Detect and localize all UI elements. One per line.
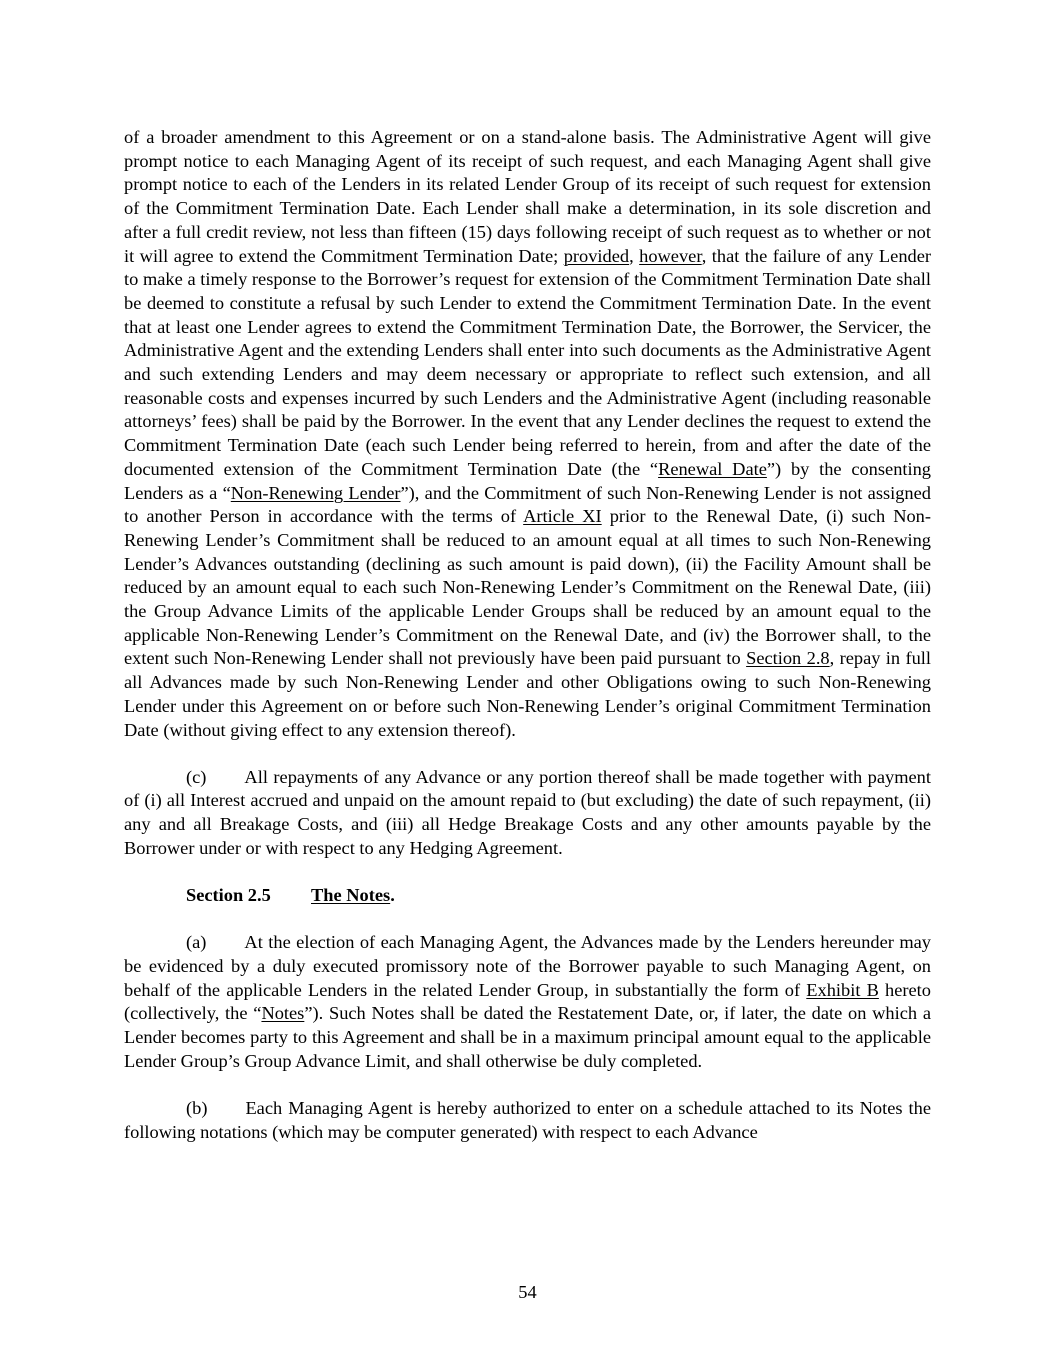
- text-run: ”). Such Notes shall be dated the Restatement Date, or, if later, the date on which a Lender becomes party to this Agreement and shall be in a maximum principal amount equal to the applicable Lender Group’s Group Advance Limit, and shall otherwise be duly completed.: [124, 1003, 931, 1071]
- section-title-period: .: [390, 885, 395, 906]
- paragraph-label: (a): [186, 932, 207, 953]
- defined-term-reference: Renewal Date: [658, 458, 767, 479]
- section-heading: [124, 884, 931, 908]
- document-page: [124, 126, 931, 1144]
- defined-term-reference: Exhibit B: [806, 979, 879, 1000]
- text-run: All repayments of any Advance or any portion thereof shall be made together with payment of (i) all Interest accrued and unpaid on the amount repaid to (but excluding) the date of such repayment, (ii) any and all Breakage Costs, and (iii) all Hedge Breakage Costs and any other amounts payable by the Borrower under or with respect to any Hedging Agreement.: [124, 766, 931, 858]
- paragraph-b-notations: [124, 1097, 931, 1144]
- text-run: Each Managing Agent is hereby authorized to enter on a schedule attached to its Notes the following notations (which may be computer generated) with respect to each Advance: [124, 1098, 931, 1142]
- text-run: At the election of each Managing Agent, the Advances made by the Lenders hereunder may be evidenced by a duly executed promissory note of the Borrower payable to such Managing Agent, on behalf of the applicable Lenders in the related Lender Group, in substantially the form of: [124, 932, 931, 1000]
- defined-term-reference: provided: [563, 245, 630, 266]
- paragraph-label: (c): [186, 766, 207, 787]
- paragraph-commitment-extension: [124, 126, 931, 742]
- defined-term-reference: Non-Renewing Lender: [230, 482, 401, 503]
- defined-term-reference: however: [639, 245, 702, 266]
- text-run: ”), and the Commitment of such Non-Renewing Lender is not assigned to another Person in accordance with the terms of: [124, 482, 931, 527]
- text-run: hereto (collectively, the “: [124, 979, 931, 1024]
- section-title: The Notes: [311, 885, 391, 906]
- defined-term-reference: Notes: [261, 1003, 305, 1024]
- text-run: , that the failure of any Lender to make a timely response to the Borrower’s request for extension of the Commitment Termination Date shall be deemed to constitute a refusal by such Lender to extend the Commitment Termination Date. In the event that at least one Lender agrees to extend the Commitment Termination Date, the Borrower, the Servicer, the Administrative Agent and the extending Lenders shall enter into such documents as the Administrative Agent and such extending Lenders and may deem necessary or appropriate to reflect such extension, and all reasonable costs and expenses incurred by such Lenders and the Administrative Agent (including reasonable attorneys’ fees) shall be paid by the Borrower. In the event that any Lender declines the request to extend the Commitment Termination Date (each such Lender being referred to herein, from and after the date of the documented extension of the Commitment Termination Date (the “: [124, 245, 932, 479]
- text-run: , repay in full all Advances made by such Non-Renewing Lender and other Obligations owing to such Non-Renewing Lender under this Agreement on or before such Non-Renewing Lender’s original Commitment Termination Date (without giving effect to any extension thereof).: [124, 648, 932, 740]
- paragraph-gap: [124, 1074, 931, 1098]
- text-run: ,: [629, 245, 640, 266]
- paragraph-c-repayments: [124, 766, 931, 861]
- paragraph-gap: [124, 742, 931, 766]
- paragraph-label: (b): [186, 1098, 208, 1119]
- section-number: Section 2.5: [186, 885, 271, 906]
- text-run: of a broader amendment to this Agreement or on a stand-alone basis. The Administrative Agent will give prompt notice to each Managing Agent of its receipt of such request, and each Managing Agent shall give prompt notice to each of the Lenders in its related Lender Group of its receipt of such request for extension of the Commitment Termination Date. Each Lender shall make a determination, in its sole discretion and after a full credit review, not less than fifteen (15) days following receipt of such request as to whether or not it will agree to extend the Commitment Termination Date;: [124, 127, 931, 266]
- page-number: 54: [518, 1282, 537, 1302]
- text-run: prior to the Renewal Date, (i) such Non-Renewing Lender’s Commitment shall be reduced to an amount equal at all times to such Non-Renewing Lender’s Advances outstanding (declining as such amount is paid down), (ii) the Facility Amount shall be reduced by an amount equal to each such Non-Renewing Lender’s Commitment on the Renewal Date, (iii) the Group Advance Limits of the applicable Lender Groups shall be reduced by an amount equal to the applicable Non-Renewing Lender’s Commitment on the Renewal Date, and (iv) the Borrower shall, to the extent such Non-Renewing Lender shall not previously have been paid pursuant to: [124, 506, 931, 669]
- text-run: ”) by the consenting Lenders as a “: [124, 458, 931, 503]
- defined-term-reference: Section 2.8: [746, 648, 830, 669]
- defined-term-reference: Article XI: [523, 506, 602, 527]
- paragraph-gap: [124, 908, 931, 932]
- paragraph-gap: [124, 861, 931, 885]
- paragraph-a-notes: [124, 931, 931, 1073]
